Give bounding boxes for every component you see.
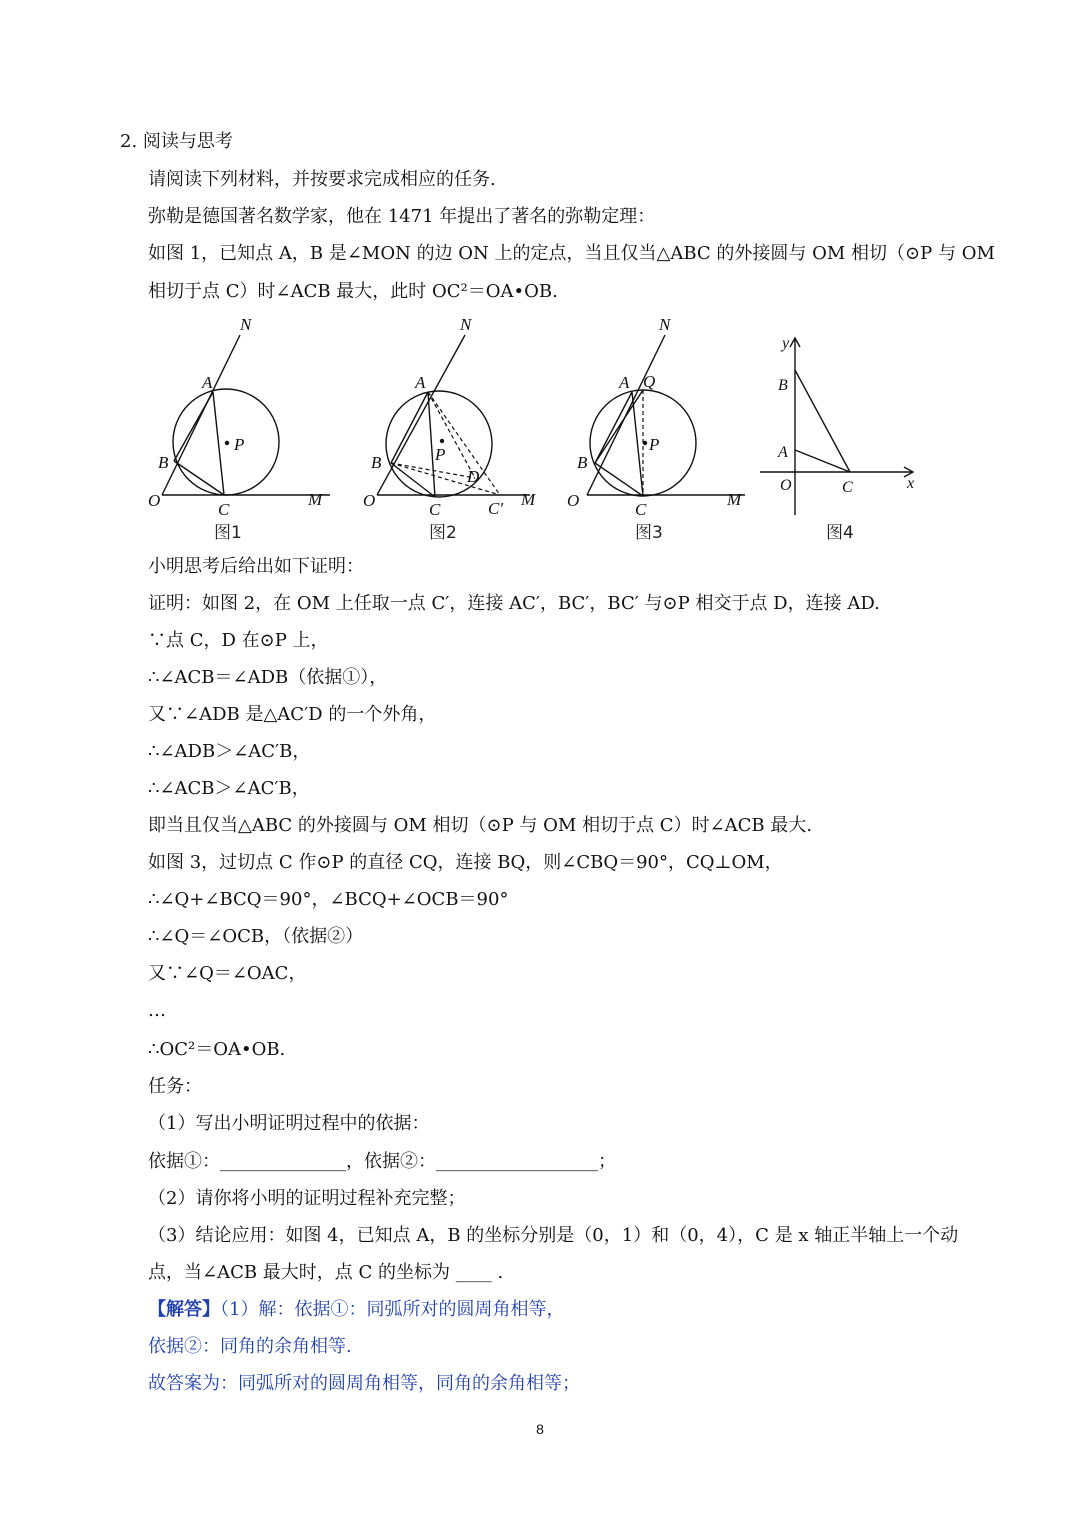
proof-line: 又∵∠ADB 是△AC′D 的一个外角， (148, 704, 437, 725)
svg-text:O: O (363, 491, 376, 510)
page-number: 8 (536, 1421, 544, 1437)
svg-text:N: N (659, 315, 671, 334)
svg-text:C: C (842, 479, 853, 496)
answer-line-1 (148, 1298, 564, 1322)
problem-title: 阅读与思考 (142, 131, 233, 152)
figures-row (140, 310, 940, 545)
svg-text:O: O (780, 477, 792, 494)
proof-line: 小明思考后给出如下证明： (148, 556, 364, 577)
figure-2 (355, 310, 565, 520)
svg-text:B: B (158, 453, 169, 472)
svg-text:C′: C′ (488, 499, 504, 518)
intro-line-4: 相切于点 C）时∠ACB 最大，此时 OC²＝OA•OB. (148, 281, 558, 302)
svg-text:A: A (202, 373, 213, 392)
task-3-cont: 点，当∠ACB 最大时，点 C 的坐标为 ____ . (148, 1262, 504, 1283)
svg-text:y: y (782, 335, 790, 352)
answer-line-3: 故答案为：同弧所对的圆周角相等，同角的余角相等； (148, 1373, 580, 1394)
caption-figure-3: 图3 (635, 523, 663, 543)
svg-text:M: M (727, 490, 742, 509)
proof-line: ∴∠ACB＝∠ADB（依据①）， (148, 667, 388, 688)
svg-text:N: N (460, 315, 472, 334)
figure-1 (140, 310, 340, 520)
proof-line: 又∵∠Q＝∠OAC， (148, 963, 307, 984)
caption-figure-4: 图4 (826, 523, 854, 543)
proof-line: ∴∠ACB＞∠AC′B， (148, 778, 310, 799)
svg-text:C: C (218, 500, 230, 519)
proof-line: ∴OC²＝OA•OB. (148, 1039, 286, 1060)
task-3: （3）结论应用：如图 4，已知点 A，B 的坐标分别是（0，1）和（0，4），C 是 x 轴正半轴上一个动 (148, 1225, 959, 1246)
task-1: （1）写出小明证明过程中的依据： (148, 1113, 430, 1134)
intro-line-3: 如图 1，已知点 A，B 是∠MON 的边 ON 上的定点，当且仅当△ABC 的外接圆与 OM 相切（⊙P 与 OM (148, 243, 995, 264)
proof-line: 即当且仅当△ABC 的外接圆与 OM 相切（⊙P 与 OM 相切于点 C）时∠ACB 最大. (148, 815, 813, 836)
svg-text:N: N (240, 315, 252, 334)
task-2: （2）请你将小明的证明过程补充完整； (148, 1188, 466, 1209)
svg-text:C: C (635, 500, 647, 519)
intro-line-1: 请阅读下列材料，并按要求完成相应的任务. (148, 169, 496, 190)
svg-text:C: C (429, 500, 441, 519)
svg-text:M: M (521, 490, 536, 509)
svg-text:B: B (778, 377, 788, 394)
figure-3 (565, 310, 775, 520)
answer-text: （1）解：依据①：同弧所对的圆周角相等， (220, 1299, 565, 1320)
caption-figure-2: 图2 (429, 523, 457, 543)
svg-text:A: A (619, 373, 630, 392)
svg-text:P: P (234, 435, 245, 454)
answer-line-2: 依据②：同角的余角相等. (148, 1336, 352, 1357)
svg-text:O: O (148, 491, 161, 510)
svg-text:O: O (567, 491, 580, 510)
svg-text:M: M (308, 490, 323, 509)
svg-text:B: B (371, 453, 382, 472)
proof-line: ∴∠Q+∠BCQ＝90°，∠BCQ+∠OCB＝90° (148, 889, 509, 910)
proof-line: 证明：如图 2，在 OM 上任取一点 C′，连接 AC′，BC′，BC′ 与⊙P 相交于点 D，连接 AD. (148, 593, 880, 614)
proof-line: 如图 3，过切点 C 作⊙P 的直径 CQ，连接 BQ，则∠CBQ＝90°，CQ⊥OM， (148, 852, 783, 873)
answer-tag: 【解答】 (148, 1299, 220, 1320)
caption-figure-1: 图1 (214, 523, 242, 543)
svg-text:A: A (778, 444, 788, 461)
svg-text:A: A (415, 373, 426, 392)
svg-text:P: P (649, 435, 660, 454)
svg-text:x: x (907, 475, 915, 492)
svg-text:Q: Q (643, 372, 656, 391)
svg-text:D: D (467, 467, 480, 486)
problem-header (120, 130, 233, 154)
proof-line: ∴∠Q＝∠OCB，（依据②） (148, 926, 364, 947)
proof-line: … (148, 1000, 166, 1021)
intro-line-2: 弥勒是德国著名数学家，他在 1471 年提出了著名的弥勒定理： (148, 206, 656, 227)
figure-4 (760, 310, 930, 520)
problem-number: 2. (120, 131, 138, 152)
svg-text:P: P (435, 445, 446, 464)
svg-text:B: B (577, 453, 588, 472)
proof-line: ∵点 C，D 在⊙P 上， (148, 630, 329, 651)
task-heading: 任务： (148, 1076, 202, 1097)
task-1-blanks: 依据①：______________，依据②：__________________； (148, 1151, 616, 1172)
proof-line: ∴∠ADB＞∠AC′B， (148, 741, 311, 762)
